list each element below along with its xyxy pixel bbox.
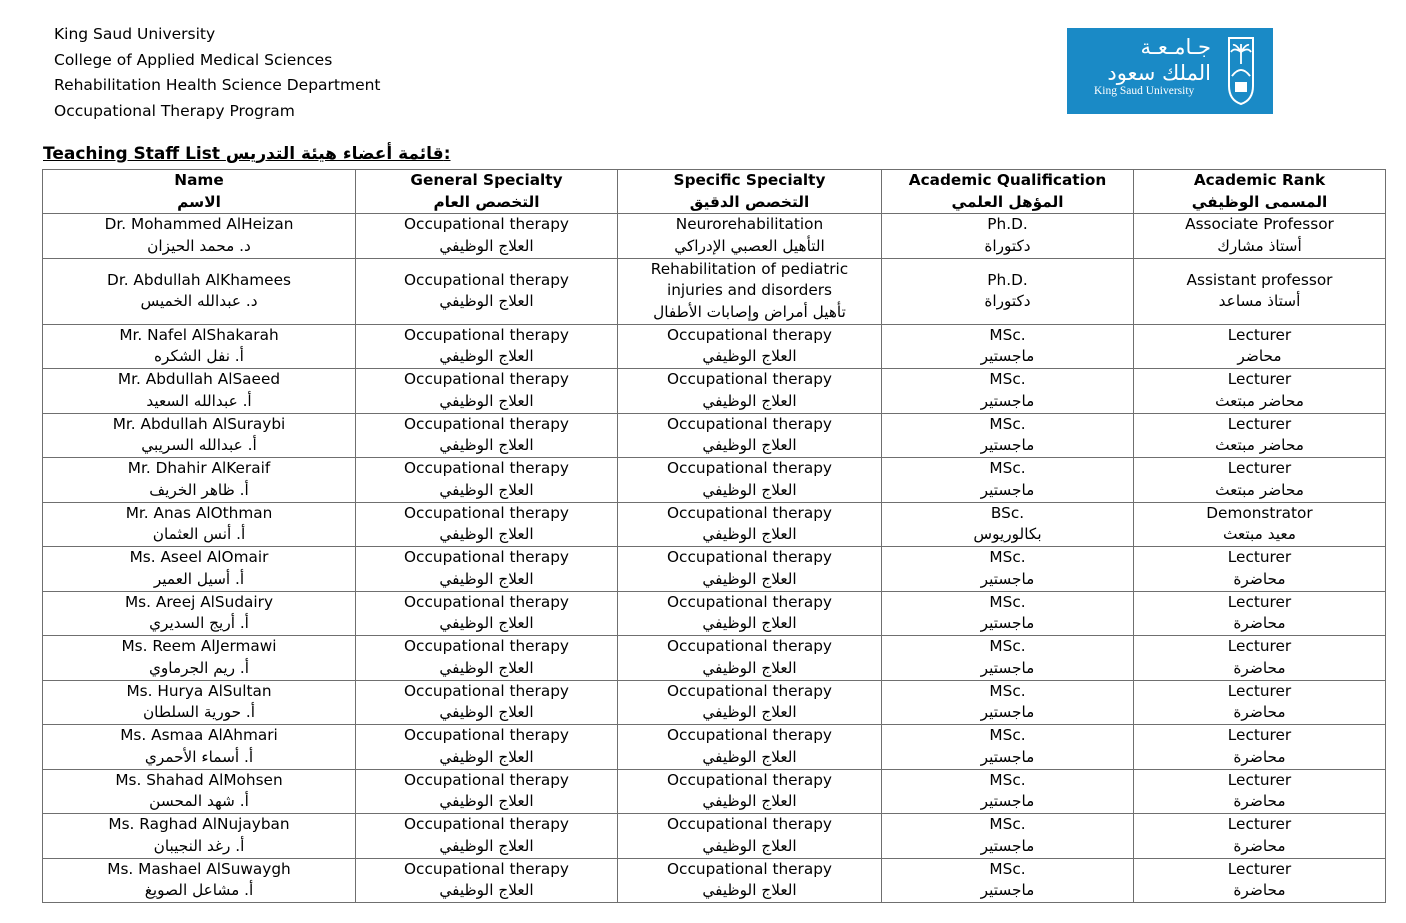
general-specialty-en: Occupational therapy: [404, 325, 569, 344]
qualification-ar: بكالوريوس: [973, 525, 1042, 544]
table-row: [43, 814, 1386, 859]
program-name: Occupational Therapy Program: [54, 102, 295, 121]
rank-cell: [1134, 502, 1386, 547]
qualification-cell: [882, 680, 1134, 725]
rank-ar: أستاذ مساعد: [1218, 292, 1301, 310]
qualification-en: MSc.: [989, 370, 1026, 389]
specific-specialty-line: العلاج الوظيفي: [702, 525, 797, 544]
rank-en: Lecturer: [1227, 592, 1292, 611]
general-specialty-en: Occupational therapy: [404, 726, 569, 745]
rank-en: Lecturer: [1227, 859, 1292, 878]
specific-specialty-line: Occupational therapy: [667, 592, 832, 611]
general-specialty-ar: العلاج الوظيفي: [439, 292, 534, 310]
column-header-en: Name: [174, 171, 224, 189]
qualification-en: MSc.: [989, 414, 1026, 433]
qualification-cell: [882, 858, 1134, 903]
rank-cell: [1134, 591, 1386, 636]
rank-en: Lecturer: [1227, 325, 1292, 344]
name-cell: [43, 725, 356, 770]
rank-cell: [1134, 258, 1386, 324]
rank-en: Lecturer: [1227, 681, 1292, 700]
rank-cell: [1134, 858, 1386, 903]
name-cell: [43, 769, 356, 814]
specific-specialty-line: Occupational therapy: [667, 637, 832, 656]
logo-arabic-text: [1107, 34, 1211, 86]
qualification-en: MSc.: [989, 770, 1026, 789]
qualification-ar: ماجستير: [980, 436, 1035, 455]
general-specialty-cell: [356, 725, 618, 770]
specific-specialty-cell: [618, 636, 882, 681]
specific-specialty-cell: [618, 680, 882, 725]
qualification-en: Ph.D.: [987, 215, 1028, 234]
name-en: Mr. Nafel AlShakarah: [119, 325, 279, 344]
specific-specialty-line: العلاج الوظيفي: [702, 836, 797, 855]
rank-ar: معيد مبتعث: [1223, 525, 1296, 544]
rank-ar: محاضرة: [1233, 881, 1286, 900]
general-specialty-ar: العلاج الوظيفي: [439, 569, 534, 588]
general-specialty-cell: [356, 591, 618, 636]
specific-specialty-line: injuries and disorders: [666, 281, 832, 300]
general-specialty-cell: [356, 258, 618, 324]
logo-english-text: King Saud University: [1094, 85, 1195, 97]
qualification-en: MSc.: [989, 681, 1026, 700]
table-row: [43, 324, 1386, 369]
specific-specialty-cell: [618, 547, 882, 592]
name-cell: [43, 547, 356, 592]
rank-en: Lecturer: [1227, 637, 1292, 656]
specific-specialty-line: العلاج الوظيفي: [702, 881, 797, 900]
specific-specialty-line: تأهيل أمراض وإصابات الأطفال: [653, 302, 846, 321]
rank-cell: [1134, 547, 1386, 592]
specific-specialty-line: العلاج الوظيفي: [702, 658, 797, 677]
table-row: [43, 458, 1386, 503]
general-specialty-cell: [356, 369, 618, 414]
qualification-ar: ماجستير: [980, 703, 1035, 722]
name-ar: أ. ريم الجرماوي: [148, 658, 250, 677]
name-en: Mr. Abdullah AlSuraybi: [112, 414, 286, 433]
name-cell: [43, 680, 356, 725]
rank-cell: [1134, 324, 1386, 369]
column-header-name: [43, 170, 356, 214]
specific-specialty-line: Occupational therapy: [667, 815, 832, 834]
specific-specialty-cell: [618, 858, 882, 903]
name-cell: [43, 636, 356, 681]
rank-ar: محاضرة: [1233, 747, 1286, 766]
qualification-cell: [882, 814, 1134, 859]
specific-specialty-line: Occupational therapy: [667, 503, 832, 522]
general-specialty-en: Occupational therapy: [404, 592, 569, 611]
name-en: Ms. Raghad AlNujayban: [108, 815, 290, 834]
general-specialty-en: Occupational therapy: [404, 414, 569, 433]
general-specialty-cell: [356, 680, 618, 725]
name-en: Ms. Hurya AlSultan: [126, 681, 272, 700]
rank-cell: [1134, 769, 1386, 814]
specific-specialty-line: Occupational therapy: [667, 459, 832, 478]
table-header-row: [43, 170, 1386, 214]
general-specialty-en: Occupational therapy: [404, 459, 569, 478]
column-header-ar: المسمى الوظيفي: [1191, 192, 1328, 211]
specific-specialty-line: Occupational therapy: [667, 726, 832, 745]
qualification-ar: ماجستير: [980, 747, 1035, 766]
name-ar: أ. أسماء الأحمري: [144, 747, 254, 766]
rank-en: Lecturer: [1227, 370, 1292, 389]
qualification-cell: [882, 413, 1134, 458]
general-specialty-en: Occupational therapy: [404, 859, 569, 878]
column-header-ar: التخصص الدقيق: [689, 192, 810, 211]
specific-specialty-cell: [618, 502, 882, 547]
specific-specialty-line: العلاج الوظيفي: [702, 391, 797, 410]
qualification-en: Ph.D.: [987, 270, 1028, 289]
specific-specialty-cell: [618, 814, 882, 859]
general-specialty-cell: [356, 769, 618, 814]
qualification-cell: [882, 591, 1134, 636]
general-specialty-cell: [356, 458, 618, 503]
column-header-en: General Specialty: [410, 171, 563, 189]
rank-ar: محاضر مبتعث: [1215, 436, 1304, 455]
name-ar: أ. أسيل العمير: [153, 569, 245, 588]
general-specialty-en: Occupational therapy: [404, 503, 569, 522]
rank-cell: [1134, 214, 1386, 259]
qualification-en: MSc.: [989, 459, 1026, 478]
rank-ar: محاضرة: [1233, 836, 1286, 855]
name-cell: [43, 502, 356, 547]
column-header-ar: الاسم: [177, 192, 221, 211]
general-specialty-ar: العلاج الوظيفي: [439, 391, 534, 410]
name-en: Mr. Abdullah AlSaeed: [117, 370, 281, 389]
specific-specialty-cell: [618, 591, 882, 636]
table-row: [43, 858, 1386, 903]
general-specialty-en: Occupational therapy: [404, 215, 569, 234]
rank-en: Lecturer: [1227, 770, 1292, 789]
qualification-en: MSc.: [989, 548, 1026, 567]
table-row: [43, 369, 1386, 414]
general-specialty-ar: العلاج الوظيفي: [439, 525, 534, 544]
rank-en: Assistant professor: [1186, 270, 1333, 289]
logo-arabic-line2: الملك سعود: [1107, 61, 1211, 85]
name-cell: [43, 591, 356, 636]
qualification-en: MSc.: [989, 726, 1026, 745]
rank-ar: محاضرة: [1233, 658, 1286, 677]
name-en: Ms. Asmaa AlAhmari: [120, 726, 278, 745]
name-en: Mr. Dhahir AlKeraif: [127, 459, 271, 478]
name-ar: أ. أنس العثمان: [152, 525, 246, 544]
specific-specialty-line: Occupational therapy: [667, 548, 832, 567]
rank-en: Lecturer: [1227, 815, 1292, 834]
qualification-ar: ماجستير: [980, 391, 1035, 410]
name-ar: أ. نفل الشكره: [154, 347, 244, 366]
column-header-academic-qualification: [882, 170, 1134, 214]
university-logo: [1067, 28, 1273, 114]
qualification-cell: [882, 636, 1134, 681]
qualification-cell: [882, 458, 1134, 503]
name-cell: [43, 369, 356, 414]
table-row: [43, 725, 1386, 770]
general-specialty-ar: العلاج الوظيفي: [439, 792, 534, 811]
name-en: Ms. Areej AlSudairy: [124, 592, 274, 611]
qualification-ar: ماجستير: [980, 836, 1035, 855]
qualification-cell: [882, 547, 1134, 592]
name-ar: أ. شهد المحسن: [149, 792, 249, 811]
general-specialty-ar: العلاج الوظيفي: [439, 747, 534, 766]
column-header-academic-rank: [1134, 170, 1386, 214]
general-specialty-cell: [356, 636, 618, 681]
qualification-ar: ماجستير: [980, 480, 1035, 499]
name-en: Ms. Shahad AlMohsen: [115, 770, 283, 789]
rank-ar: محاضر: [1237, 347, 1282, 366]
name-ar: د. عبدالله الخميس: [140, 292, 258, 310]
rank-en: Associate Professor: [1185, 215, 1334, 234]
specific-specialty-cell: [618, 458, 882, 503]
name-ar: أ. عبدالله السريبي: [141, 436, 257, 455]
name-cell: [43, 214, 356, 259]
name-cell: [43, 258, 356, 324]
column-header-en: Academic Qualification: [908, 171, 1107, 189]
specific-specialty-line: Occupational therapy: [667, 370, 832, 389]
table-row: [43, 547, 1386, 592]
university-name: King Saud University: [54, 25, 216, 43]
general-specialty-en: Occupational therapy: [404, 770, 569, 789]
specific-specialty-line: Occupational therapy: [667, 770, 832, 789]
column-header-ar: المؤهل العلمي: [951, 192, 1064, 211]
qualification-ar: دكتوراة: [984, 236, 1031, 255]
specific-specialty-cell: [618, 725, 882, 770]
specific-specialty-line: Rehabilitation of pediatric: [650, 259, 849, 278]
specific-specialty-cell: [618, 369, 882, 414]
rank-ar: محاضرة: [1233, 792, 1286, 811]
rank-cell: [1134, 458, 1386, 503]
rank-ar: محاضر مبتعث: [1215, 391, 1304, 410]
general-specialty-ar: العلاج الوظيفي: [439, 836, 534, 855]
column-header-specific-specialty: [618, 170, 882, 214]
qualification-ar: ماجستير: [980, 881, 1035, 900]
general-specialty-en: Occupational therapy: [404, 637, 569, 656]
general-specialty-ar: العلاج الوظيفي: [439, 614, 534, 633]
specific-specialty-line: Occupational therapy: [667, 859, 832, 878]
qualification-ar: ماجستير: [980, 614, 1035, 633]
name-ar: د. محمد الحيزان: [147, 236, 251, 255]
column-header-en: Academic Rank: [1193, 171, 1326, 189]
name-ar: أ. رغد النجيبان: [153, 836, 245, 855]
rank-cell: [1134, 636, 1386, 681]
general-specialty-ar: العلاج الوظيفي: [439, 480, 534, 499]
teaching-staff-table: [42, 169, 1386, 903]
rank-en: Demonstrator: [1206, 503, 1313, 522]
name-cell: [43, 324, 356, 369]
qualification-en: MSc.: [989, 815, 1026, 834]
specific-specialty-line: Occupational therapy: [667, 414, 832, 433]
rank-ar: أستاذ مشارك: [1217, 236, 1302, 255]
qualification-en: MSc.: [989, 637, 1026, 656]
table-row: [43, 502, 1386, 547]
specific-specialty-line: العلاج الوظيفي: [702, 747, 797, 766]
qualification-en: MSc.: [989, 325, 1026, 344]
name-ar: أ. حورية السلطان: [142, 703, 256, 722]
rank-cell: [1134, 413, 1386, 458]
name-cell: [43, 458, 356, 503]
specific-specialty-line: العلاج الوظيفي: [702, 569, 797, 588]
rank-cell: [1134, 725, 1386, 770]
qualification-en: MSc.: [989, 592, 1026, 611]
table-row: [43, 680, 1386, 725]
logo-arabic-line1: جـامـعـة: [1140, 35, 1211, 59]
general-specialty-ar: العلاج الوظيفي: [439, 658, 534, 677]
rank-en: Lecturer: [1227, 548, 1292, 567]
qualification-ar: ماجستير: [980, 658, 1035, 677]
institution-header: [54, 22, 381, 125]
table-row: [43, 591, 1386, 636]
name-en: Ms. Mashael AlSuwaygh: [107, 859, 291, 878]
rank-cell: [1134, 814, 1386, 859]
table-row: [43, 413, 1386, 458]
general-specialty-cell: [356, 858, 618, 903]
specific-specialty-cell: [618, 413, 882, 458]
qualification-cell: [882, 214, 1134, 259]
general-specialty-ar: العلاج الوظيفي: [439, 347, 534, 366]
specific-specialty-cell: [618, 214, 882, 259]
general-specialty-ar: العلاج الوظيفي: [439, 881, 534, 900]
qualification-cell: [882, 258, 1134, 324]
rank-en: Lecturer: [1227, 726, 1292, 745]
column-header-ar: التخصص العام: [433, 192, 540, 211]
specific-specialty-cell: [618, 769, 882, 814]
specific-specialty-line: Occupational therapy: [667, 325, 832, 344]
rank-en: Lecturer: [1227, 459, 1292, 478]
specific-specialty-cell: [618, 324, 882, 369]
general-specialty-ar: العلاج الوظيفي: [439, 436, 534, 455]
general-specialty-cell: [356, 413, 618, 458]
qualification-en: MSc.: [989, 859, 1026, 878]
qualification-cell: [882, 369, 1134, 414]
qualification-ar: ماجستير: [980, 347, 1035, 366]
rank-ar: محاضرة: [1233, 703, 1286, 722]
name-ar: أ. مشاعل الصويغ: [144, 881, 254, 900]
name-en: Ms. Reem AlJermawi: [121, 637, 277, 656]
general-specialty-cell: [356, 324, 618, 369]
specific-specialty-line: التأهيل العصبي الإدراكي: [674, 236, 825, 255]
column-header-general-specialty: [356, 170, 618, 214]
rank-ar: محاضرة: [1233, 569, 1286, 588]
general-specialty-ar: العلاج الوظيفي: [439, 703, 534, 722]
table-row: [43, 769, 1386, 814]
name-cell: [43, 858, 356, 903]
specific-specialty-line: العلاج الوظيفي: [702, 703, 797, 722]
general-specialty-cell: [356, 502, 618, 547]
general-specialty-cell: [356, 214, 618, 259]
college-name: College of Applied Medical Sciences: [54, 50, 333, 69]
name-cell: [43, 814, 356, 859]
qualification-cell: [882, 725, 1134, 770]
rank-ar: محاضر مبتعث: [1215, 480, 1304, 499]
general-specialty-en: Occupational therapy: [404, 548, 569, 567]
rank-cell: [1134, 369, 1386, 414]
list-title: Teaching Staff List قائمة أعضاء هيئة التدريس:: [43, 144, 451, 164]
specific-specialty-line: Neurorehabilitation: [675, 215, 824, 234]
table-row: [43, 214, 1386, 259]
name-ar: أ. ظاهر الخريف: [149, 480, 249, 499]
column-header-en: Specific Specialty: [673, 171, 826, 189]
name-ar: أ. أريج السديري: [149, 614, 249, 633]
general-specialty-ar: العلاج الوظيفي: [439, 236, 534, 255]
general-specialty-en: Occupational therapy: [404, 370, 569, 389]
general-specialty-cell: [356, 814, 618, 859]
general-specialty-en: Occupational therapy: [404, 815, 569, 834]
name-en: Dr. Mohammed AlHeizan: [104, 215, 294, 234]
name-cell: [43, 413, 356, 458]
palm-swords-emblem-icon: [1221, 34, 1261, 106]
general-specialty-cell: [356, 547, 618, 592]
name-en: Dr. Abdullah AlKhamees: [107, 270, 291, 289]
general-specialty-en: Occupational therapy: [404, 270, 569, 289]
qualification-en: BSc.: [990, 503, 1025, 522]
qualification-ar: ماجستير: [980, 792, 1035, 811]
department-name: Rehabilitation Health Science Department: [54, 76, 381, 95]
rank-ar: محاضرة: [1233, 614, 1286, 633]
name-en: Mr. Anas AlOthman: [125, 503, 273, 522]
rank-en: Lecturer: [1227, 414, 1292, 433]
name-ar: أ. عبدالله السعيد: [146, 391, 252, 410]
specific-specialty-cell: [618, 258, 882, 324]
specific-specialty-line: العلاج الوظيفي: [702, 792, 797, 811]
table-row: [43, 258, 1386, 324]
qualification-ar: دكتوراة: [984, 292, 1031, 310]
qualification-cell: [882, 502, 1134, 547]
specific-specialty-line: العلاج الوظيفي: [702, 614, 797, 633]
name-en: Ms. Aseel AlOmair: [129, 548, 269, 567]
qualification-ar: ماجستير: [980, 569, 1035, 588]
qualification-cell: [882, 324, 1134, 369]
specific-specialty-line: Occupational therapy: [667, 681, 832, 700]
table-row: [43, 636, 1386, 681]
specific-specialty-line: العلاج الوظيفي: [702, 347, 797, 366]
specific-specialty-line: العلاج الوظيفي: [702, 480, 797, 499]
general-specialty-en: Occupational therapy: [404, 681, 569, 700]
rank-cell: [1134, 680, 1386, 725]
specific-specialty-line: العلاج الوظيفي: [702, 436, 797, 455]
qualification-cell: [882, 769, 1134, 814]
table-body: [43, 214, 1386, 903]
